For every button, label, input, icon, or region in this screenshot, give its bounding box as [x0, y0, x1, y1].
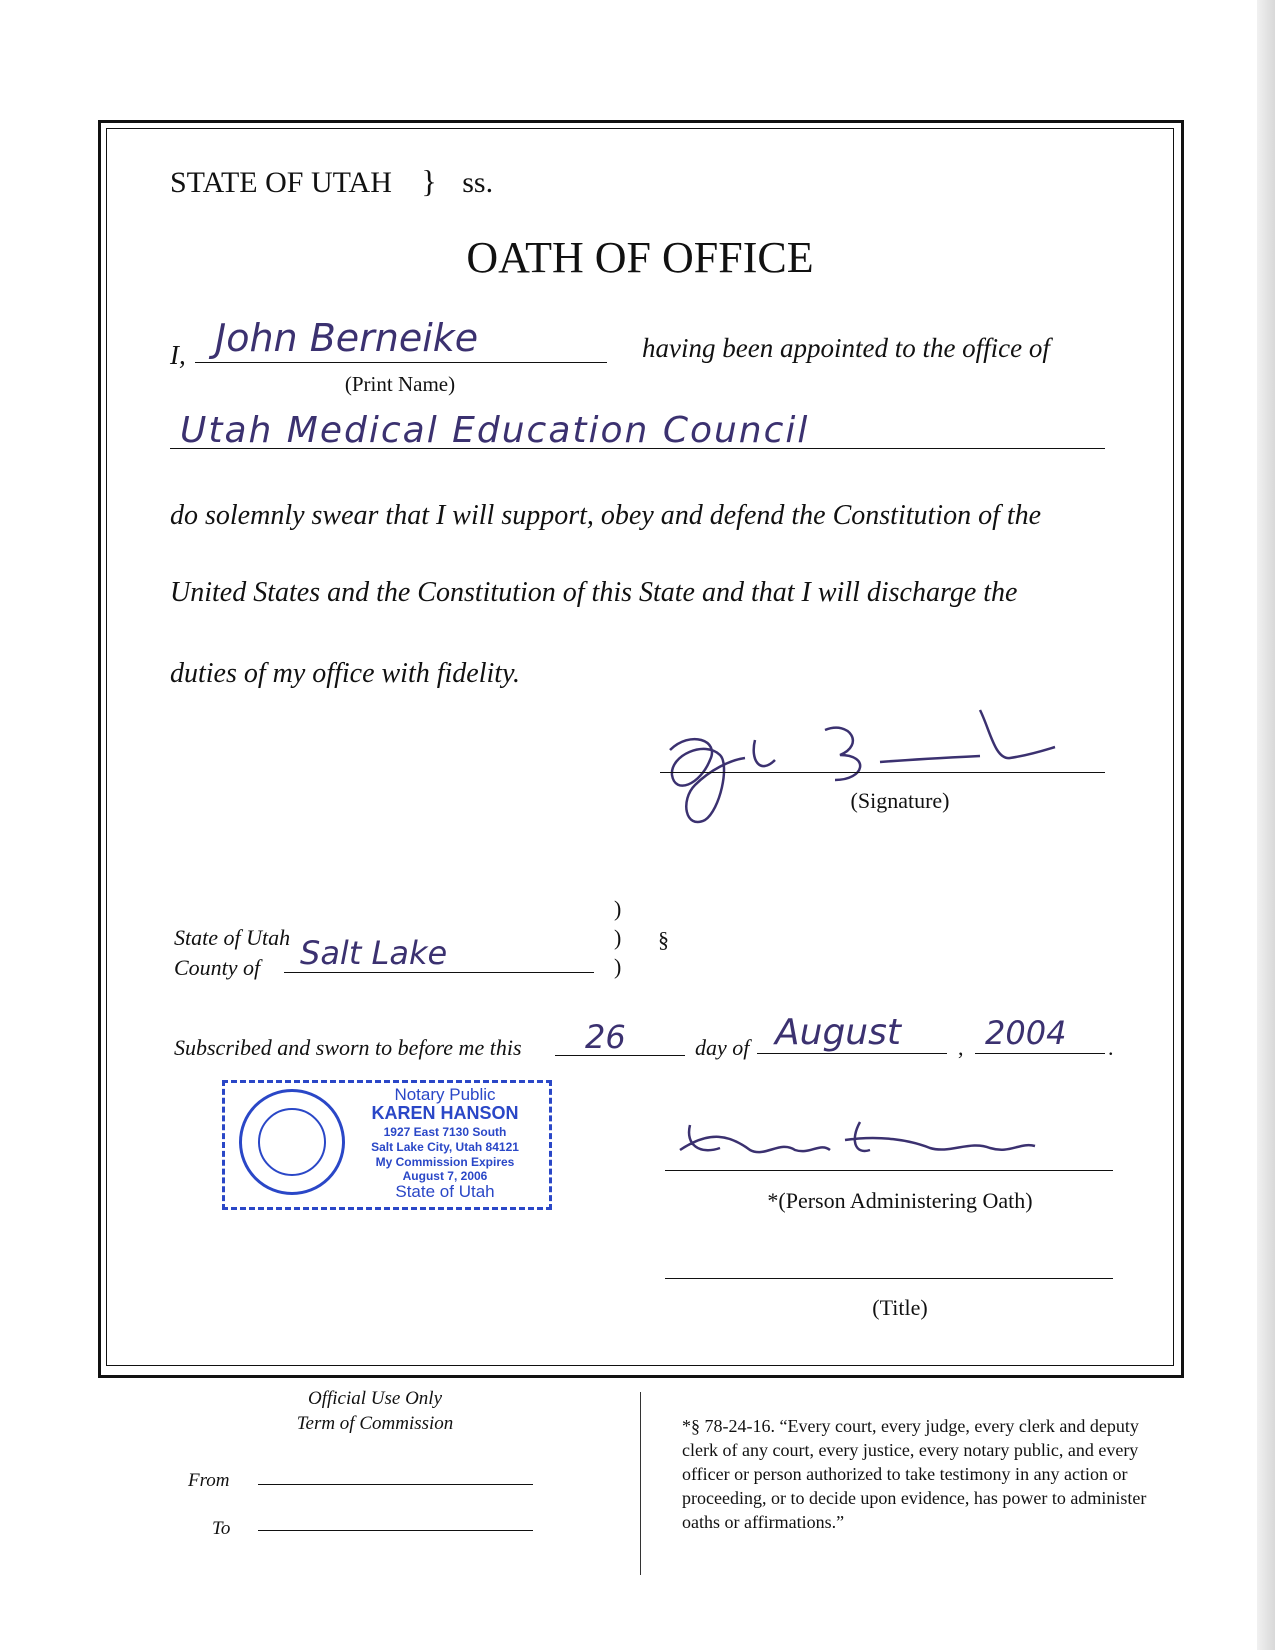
administering-caption: *(Person Administering Oath) [767, 1188, 1033, 1213]
notary-stamp [222, 1080, 552, 1210]
office-value: Utah Medical Education Council [180, 410, 810, 451]
signature-line [660, 772, 1105, 773]
to-line [258, 1530, 533, 1531]
administering-signature [670, 1110, 1050, 1170]
stamp-commission: My Commission Expires [375, 1155, 515, 1169]
name-line [195, 362, 607, 363]
oath-line-2: United States and the Constitution of this State and that I will discharge the [170, 577, 1018, 608]
from-label: From [188, 1470, 230, 1491]
sworn-prefix: Subscribed and sworn to before me this [174, 1035, 522, 1060]
county-label: County of [174, 955, 261, 980]
official-use-label: Official Use Only [307, 1388, 443, 1409]
brace: } [421, 163, 437, 199]
document-title: OATH OF OFFICE [466, 233, 814, 282]
state-heading [170, 163, 493, 200]
stamp-state: State of Utah [395, 1182, 495, 1201]
to-label: To [212, 1518, 231, 1539]
print-name-caption: (Print Name) [344, 372, 456, 396]
state-label: STATE OF UTAH [170, 166, 392, 199]
comma: , [958, 1035, 964, 1060]
section-symbol: § [658, 927, 669, 952]
day-value: 26 [585, 1018, 626, 1056]
paren-mid: ) [614, 925, 622, 950]
paren-top: ) [614, 896, 622, 921]
stamp-title: Notary Public [394, 1085, 496, 1104]
administering-line [665, 1170, 1113, 1171]
print-name-value: John Berneike [215, 316, 479, 360]
oath-line-1: do solemnly swear that I will support, obey and defend the Constitution of the [170, 500, 1042, 531]
month-value: August [775, 1012, 901, 1053]
year-value: 2004 [985, 1014, 1067, 1052]
stamp-address2: Salt Lake City, Utah 84121 [371, 1140, 519, 1154]
from-line [258, 1484, 533, 1485]
state-seal-icon [239, 1089, 345, 1195]
ss-label: ss. [462, 166, 494, 199]
seal-emblem [258, 1108, 326, 1176]
stamp-name: KAREN HANSON [371, 1103, 519, 1123]
page-edge [1257, 0, 1275, 1650]
day-of-text: day of [695, 1035, 750, 1060]
title-line [665, 1278, 1113, 1279]
venue-state: State of Utah [174, 925, 291, 950]
appointed-text: having been appointed to the office of [642, 333, 1050, 363]
signature-caption: (Signature) [850, 788, 950, 813]
footer-divider [640, 1392, 641, 1575]
title-caption: (Title) [872, 1295, 928, 1320]
term-label: Term of Commission [296, 1413, 454, 1434]
stamp-address1: 1927 East 7130 South [383, 1125, 507, 1139]
oath-line-3: duties of my office with fidelity. [170, 658, 520, 689]
county-value: Salt Lake [300, 934, 448, 972]
i-prefix: I, [170, 340, 186, 370]
stamp-expires: August 7, 2006 [402, 1169, 488, 1183]
year-line [975, 1053, 1105, 1054]
statute-text: *§ 78-24-16. “Every court, every judge, every clerk and deputy clerk of any court, every justice, every notary public, and every officer or person authorized to take testimony in any action or proceeding, or to decide upon evidence, has power to administer oaths or affirmations.” [682, 1416, 1147, 1532]
month-line [757, 1053, 947, 1054]
paren-bot: ) [614, 954, 622, 979]
county-line [284, 972, 594, 973]
period: . [1108, 1035, 1114, 1060]
